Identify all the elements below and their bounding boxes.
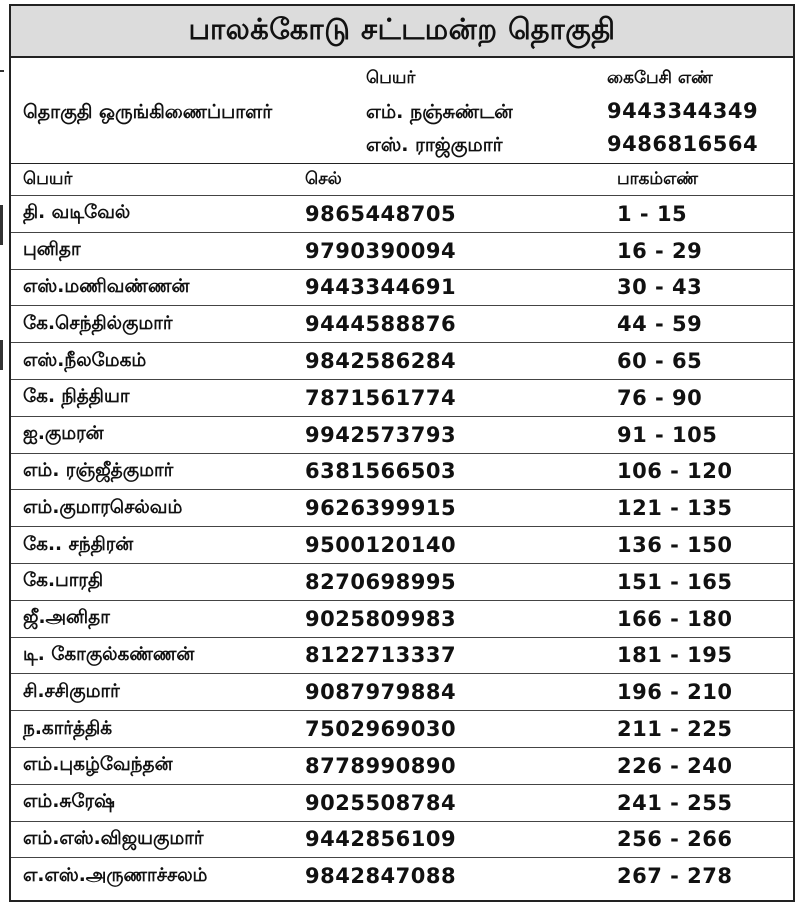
table-row [11,269,793,306]
row-phone: 7871561774 [293,379,605,416]
row-booths: 256 - 266 [605,821,793,858]
row-name: எம்.சுரேஷ் [11,784,293,821]
coordinator-name-2: எஸ். ராஜ்குமார் [366,134,503,156]
row-phone: 9443344691 [293,269,605,306]
row-booths: 1 - 15 [605,196,793,233]
table-header-row [11,164,793,196]
row-booths: 91 - 105 [605,416,793,453]
row-booths: 106 - 120 [605,453,793,490]
row-phone: 9626399915 [293,490,605,527]
row-phone: 8122713337 [293,637,605,674]
table-row [11,232,793,269]
scan-edge-mark-lower [0,340,3,370]
table-row [11,858,793,894]
row-booths: 44 - 59 [605,306,793,343]
table-row [11,343,793,380]
row-name: எம். ரஞ்ஜீத்குமார் [11,453,293,490]
row-phone: 9025508784 [293,784,605,821]
row-booths: 241 - 255 [605,784,793,821]
row-name: கே.பாரதி [11,563,293,600]
row-name: சி.சசிகுமார் [11,674,293,711]
constituency-sheet [9,4,795,902]
row-name: தி. வடிவேல் [11,196,293,233]
coordinator-name-header: பெயர் [366,68,416,88]
scan-edge-mark-upper [0,205,3,245]
table-row [11,784,793,821]
scan-edge-mark-top [0,70,4,72]
table-row [11,527,793,564]
row-name: எம்.புகழ்வேந்தன் [11,747,293,784]
table-row [11,674,793,711]
row-booths: 211 - 225 [605,711,793,748]
column-header-name: பெயர் [11,164,293,196]
row-name: ஜீ.அனிதா [11,600,293,637]
column-header-booth: பாகம்எண் [605,164,793,196]
row-name: ஐ.குமரன் [11,416,293,453]
row-phone: 8778990890 [293,747,605,784]
row-phone: 7502969030 [293,711,605,748]
table-row [11,306,793,343]
row-booths: 30 - 43 [605,269,793,306]
row-name: எம்.குமாரசெல்வம் [11,490,293,527]
row-name: கே. நித்தியா [11,379,293,416]
table-row [11,490,793,527]
coordinator-phone-2: 9486816564 [607,132,759,156]
row-booths: 267 - 278 [617,864,733,889]
row-booths: 166 - 180 [605,600,793,637]
coordinator-block [11,58,793,164]
row-booths: 121 - 135 [605,490,793,527]
booth-incharge-table [11,164,793,894]
row-name: எம்.எஸ்.விஜயகுமார் [11,821,293,858]
column-header-cell: செல் [293,164,605,196]
row-phone: 9790390094 [293,232,605,269]
row-booths: 76 - 90 [605,379,793,416]
table-row [11,747,793,784]
row-phone: 9442856109 [293,821,605,858]
table-row [11,453,793,490]
row-name: டி. கோகுல்கண்ணன் [11,637,293,674]
table-row [11,196,793,233]
coordinator-phone-header: கைபேசி எண் [607,68,713,88]
row-phone: 9500120140 [293,527,605,564]
row-name: எஸ்.நீலமேகம் [11,343,293,380]
coordinator-name-1: எம். நஞ்சுண்டன் [366,101,513,123]
row-booths: 151 - 165 [605,563,793,600]
row-booths: 16 - 29 [605,232,793,269]
row-booths: 60 - 65 [605,343,793,380]
row-booths: 181 - 195 [605,637,793,674]
row-name: கே.. சந்திரன் [11,527,293,564]
table-row [11,637,793,674]
row-phone: 9842586284 [293,343,605,380]
row-phone: 6381566503 [293,453,605,490]
row-booths: 226 - 240 [605,747,793,784]
coordinator-phone-1: 9443344349 [607,99,759,123]
row-name: எ.எஸ்.அருணாச்சலம் [23,864,208,886]
row-booths: 196 - 210 [605,674,793,711]
table-row [11,379,793,416]
row-phone: 9087979884 [293,674,605,711]
page-title: பாலக்கோடு சட்டமன்ற தொகுதி [11,6,793,58]
table-row [11,416,793,453]
row-phone: 9025809983 [293,600,605,637]
table-row [11,711,793,748]
row-phone: 9842847088 [305,864,457,889]
row-phone: 9444588876 [293,306,605,343]
row-name: ந.கார்த்திக் [11,711,293,748]
table-row [11,600,793,637]
coordinator-role-label: தொகுதி ஒருங்கிணைப்பாளர் [23,101,273,123]
table-row [11,821,793,858]
row-phone: 9865448705 [293,196,605,233]
table-row [11,563,793,600]
row-name: எஸ்.மணிவண்ணன் [11,269,293,306]
row-phone: 8270698995 [293,563,605,600]
row-phone: 9942573793 [293,416,605,453]
row-name: கே.செந்தில்குமார் [11,306,293,343]
row-name: புனிதா [11,232,293,269]
row-booths: 136 - 150 [605,527,793,564]
